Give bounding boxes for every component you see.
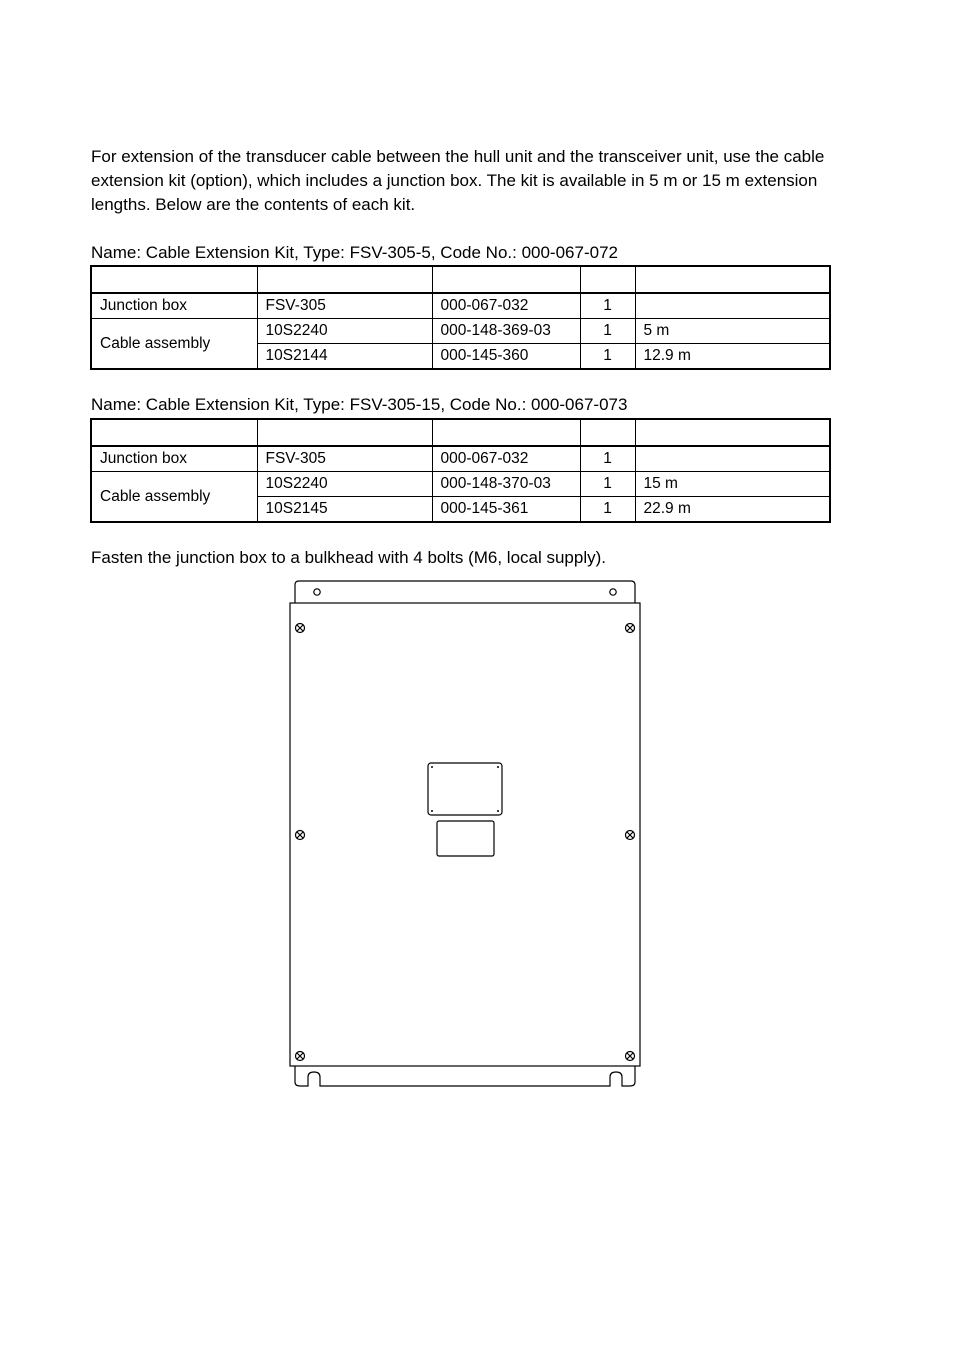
cell-code: 000-145-360 [432, 344, 580, 370]
cell-remarks: 22.9 m [635, 497, 830, 523]
table-row [91, 472, 830, 497]
cell-code: 000-067-032 [432, 293, 580, 319]
junction-box-drawing [280, 578, 650, 1094]
fasten-instruction: Fasten the junction box to a bulkhead with 4 bolts (M6, local supply). [91, 548, 607, 567]
cell-code: 000-148-370-03 [432, 472, 580, 497]
cell-name: Junction box [91, 446, 257, 472]
screw-top-right [626, 624, 635, 633]
cell-qty: 1 [580, 472, 635, 497]
cell-type: 10S2144 [257, 344, 432, 370]
screw-bottom-right [626, 1052, 635, 1061]
header-name [91, 266, 257, 293]
table-header-row [91, 266, 830, 293]
top-flange [295, 581, 635, 603]
header-type [257, 266, 432, 293]
name-plate [437, 821, 494, 856]
kit-2-table [90, 418, 831, 523]
flange-hole-right [610, 589, 616, 595]
kit-1-table [90, 265, 831, 370]
cell-type: 10S2145 [257, 497, 432, 523]
cell-remarks: 12.9 m [635, 344, 830, 370]
cell-code: 000-145-361 [432, 497, 580, 523]
cell-remarks: 5 m [635, 319, 830, 344]
header-qty [580, 266, 635, 293]
cell-qty: 1 [580, 319, 635, 344]
cell-qty: 1 [580, 446, 635, 472]
screw-top-left [296, 624, 305, 633]
cell-name: Junction box [91, 293, 257, 319]
label-plate [428, 763, 502, 815]
table-row [91, 293, 830, 319]
table-row [91, 319, 830, 344]
cell-code: 000-067-032 [432, 446, 580, 472]
cell-name: Cable assembly [91, 472, 257, 523]
box-body [290, 603, 640, 1066]
header-name [91, 419, 257, 446]
bottom-flange [295, 1066, 635, 1086]
flange-hole-left [314, 589, 320, 595]
cell-qty: 1 [580, 293, 635, 319]
cell-remarks: 15 m [635, 472, 830, 497]
cell-remarks [635, 446, 830, 472]
header-remarks [635, 266, 830, 293]
cell-qty: 1 [580, 497, 635, 523]
cell-type: 10S2240 [257, 319, 432, 344]
header-remarks [635, 419, 830, 446]
table-header-row [91, 419, 830, 446]
cell-code: 000-148-369-03 [432, 319, 580, 344]
kit-2-caption: Name: Cable Extension Kit, Type: FSV-305-15, Code No.: 000-067-073 [91, 395, 628, 414]
header-type [257, 419, 432, 446]
cell-type: 10S2240 [257, 472, 432, 497]
cell-qty: 1 [580, 344, 635, 370]
cell-type: FSV-305 [257, 293, 432, 319]
screw-mid-left [296, 831, 305, 840]
intro-paragraph: For extension of the transducer cable between the hull unit and the transceiver unit, use the cable extension kit (option), which includes a junction box. The kit is available in 5 m or 15 m extension lengths. Below are the contents of each kit. [91, 147, 825, 214]
header-code [432, 419, 580, 446]
screw-mid-right [626, 831, 635, 840]
cell-type: FSV-305 [257, 446, 432, 472]
header-qty [580, 419, 635, 446]
cell-name: Cable assembly [91, 319, 257, 370]
cell-remarks [635, 293, 830, 319]
kit-1-caption: Name: Cable Extension Kit, Type: FSV-305-5, Code No.: 000-067-072 [91, 243, 618, 262]
table-row [91, 446, 830, 472]
screw-bottom-left [296, 1052, 305, 1061]
header-code [432, 266, 580, 293]
